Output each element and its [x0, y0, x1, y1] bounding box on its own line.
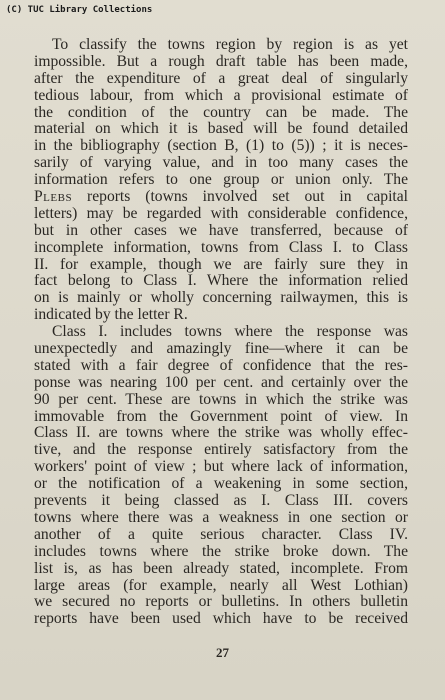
text-line: unexpectedly and amazingly fine—where it can be — [34, 340, 408, 358]
text-line: material on which it is based will be found detailed — [34, 120, 408, 138]
text-line: fact belong to Class I. Where the information relied — [34, 272, 408, 290]
text-line: list is, as has been already stated, incomplete. From — [34, 559, 408, 577]
text-line: indicated by the letter R. — [34, 306, 188, 324]
text-line: in the bibliography (section B, (1) to (5)) ; it is neces- — [34, 137, 408, 155]
text-line: letters) may be regarded with considerable confidence, — [34, 204, 408, 222]
text-line: sarily of varying value, and in too many cases the — [34, 154, 408, 172]
text-line: workers' point of view ; but where lack of information, — [34, 458, 408, 476]
text-line: II. for example, though we are fairly sure they in — [34, 255, 408, 273]
text-line: impossible. But a rough draft table has been made, — [34, 52, 408, 70]
copyright-watermark: (C) TUC Library Collections — [6, 5, 153, 15]
text-line: but in other cases we have transferred, because of — [34, 221, 408, 239]
text-line: Plebs reports (towns involved set out in capital — [34, 188, 408, 206]
text-line: immovable from the Government point of view. In — [34, 407, 408, 425]
text-line: another of a quite serious character. Class IV. — [34, 525, 408, 543]
text-line: or the notification of a weakening in some section, — [34, 475, 408, 493]
text-line: incomplete information, towns from Class I. to Class — [34, 238, 408, 256]
page-number: 27 — [216, 645, 229, 660]
text-line: ponse was nearing 100 per cent. and certainly over the — [34, 373, 408, 391]
text-line: information refers to one group or union only. The — [34, 171, 408, 189]
text-line: we secured no reports or bulletins. In others bulletin — [34, 593, 408, 611]
text-line: tedious labour, from which a provisional estimate of — [34, 86, 408, 104]
text-line: tive, and the response entirely satisfactory from the — [34, 441, 408, 459]
text-line: prevents it being classed as I. Class III. covers — [34, 492, 408, 510]
text-line: on is mainly or wholly concerning railwaymen, this is — [34, 289, 408, 307]
text-line: Class II. are towns where the strike was wholly effec- — [34, 424, 408, 442]
text-line: To classify the towns region by region is as yet — [52, 36, 408, 53]
text-line: reports have been used which have to be received — [34, 610, 408, 628]
text-line: after the expenditure of a great deal of singularly — [34, 69, 408, 87]
text-line: large areas (for example, nearly all West Lothian) — [34, 576, 408, 594]
text-line: 90 per cent. These are towns in which the strike was — [34, 390, 408, 408]
text-line: Class I. includes towns where the response was — [52, 323, 408, 341]
text-line: includes towns where the strike broke down. The — [34, 542, 408, 560]
text-line: towns where there was a weakness in one section or — [34, 508, 408, 526]
body-text — [34, 37, 408, 628]
text-line: the condition of the country can be made. The — [34, 103, 408, 121]
text-line: stated with a fair degree of confidence that the res- — [34, 356, 408, 374]
